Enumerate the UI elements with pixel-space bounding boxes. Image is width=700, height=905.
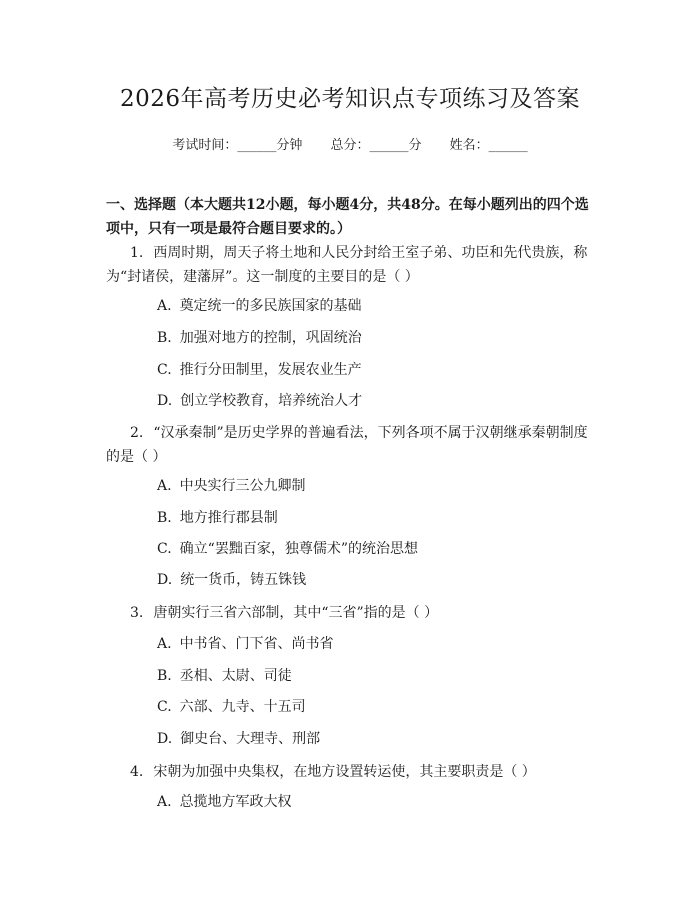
total-score-field: 总分：______分 [330, 138, 422, 153]
option-letter: C. [157, 362, 172, 378]
question-3-stem [106, 601, 596, 625]
question-3-option-c [157, 697, 306, 717]
option-letter: C. [157, 541, 172, 557]
option-letter: A. [157, 794, 172, 810]
question-1-option-b [157, 328, 362, 348]
option-text: 地方推行郡县制 [179, 510, 278, 526]
question-2-text: “汉承秦制”是历史学界的普遍看法，下列各项不属于汉朝继承秦朝制度的是（ ） [106, 425, 588, 465]
option-letter: C. [157, 699, 172, 715]
option-text: 丞相、太尉、司徒 [179, 668, 292, 684]
question-1-option-a [157, 296, 362, 316]
question-3-number: 3. [130, 605, 144, 621]
option-text: 推行分田制里，发展农业生产 [179, 362, 362, 378]
question-2-option-c [157, 539, 418, 559]
option-text: 统一货币，铸五铢钱 [180, 572, 307, 588]
question-4-option-a [157, 792, 292, 812]
option-letter: A. [157, 478, 172, 494]
option-letter: D. [157, 731, 173, 747]
question-2-number: 2. [130, 425, 144, 441]
option-text: 总揽地方军政大权 [179, 794, 292, 810]
document-title: 2026年高考历史必考知识点专项练习及答案 [119, 86, 581, 112]
question-2-stem [106, 421, 596, 469]
question-2-option-d [157, 570, 306, 590]
option-letter: D. [157, 572, 173, 588]
option-letter: D. [157, 393, 173, 409]
option-text: 创立学校教育，培养统治人才 [180, 393, 363, 409]
option-text: 确立“罢黜百家，独尊儒术”的统治思想 [179, 541, 418, 557]
question-4-number: 4. [130, 764, 144, 780]
question-3-option-d [157, 729, 320, 749]
option-letter: B. [157, 330, 172, 346]
option-text: 奠定统一的多民族国家的基础 [179, 298, 362, 314]
option-text: 御史台、大理寺、刑部 [180, 731, 321, 747]
question-2-option-a [157, 476, 306, 496]
question-1-stem [106, 241, 596, 289]
question-3-option-b [157, 666, 292, 686]
option-text: 加强对地方的控制，巩固统治 [179, 330, 362, 346]
question-3-option-a [157, 634, 334, 654]
question-1-text: 西周时期，周天子将土地和人民分封给王室子弟、功臣和先代贵族，称为“封诸侯，建藩屏”。这一制度的主要目的是（ ） [106, 245, 588, 285]
exam-meta [0, 134, 700, 153]
question-1-number: 1. [130, 245, 144, 261]
question-3-text: 唐朝实行三省六部制，其中“三省”指的是（ ） [153, 605, 439, 621]
student-name-field: 姓名：______ [449, 138, 528, 153]
option-text: 中书省、门下省、尚书省 [179, 636, 334, 652]
option-text: 中央实行三公九卿制 [179, 478, 306, 494]
exam-time-field: 考试时间：______分钟 [172, 138, 303, 153]
option-letter: A. [157, 298, 172, 314]
question-4-stem [106, 760, 596, 784]
option-letter: B. [157, 510, 172, 526]
section-heading: 一、选择题（本大题共12小题，每小题4分，共48分。在每小题列出的四个选项中，只有一项是最符合题目要求的。） [106, 197, 589, 237]
option-text: 六部、九寺、十五司 [179, 699, 306, 715]
option-letter: B. [157, 668, 172, 684]
question-2-option-b [157, 508, 278, 528]
option-letter: A. [157, 636, 172, 652]
question-1-option-d [157, 391, 362, 411]
question-4-text: 宋朝为加强中央集权，在地方设置转运使，其主要职责是（ ） [153, 764, 536, 780]
question-1-option-c [157, 360, 362, 380]
